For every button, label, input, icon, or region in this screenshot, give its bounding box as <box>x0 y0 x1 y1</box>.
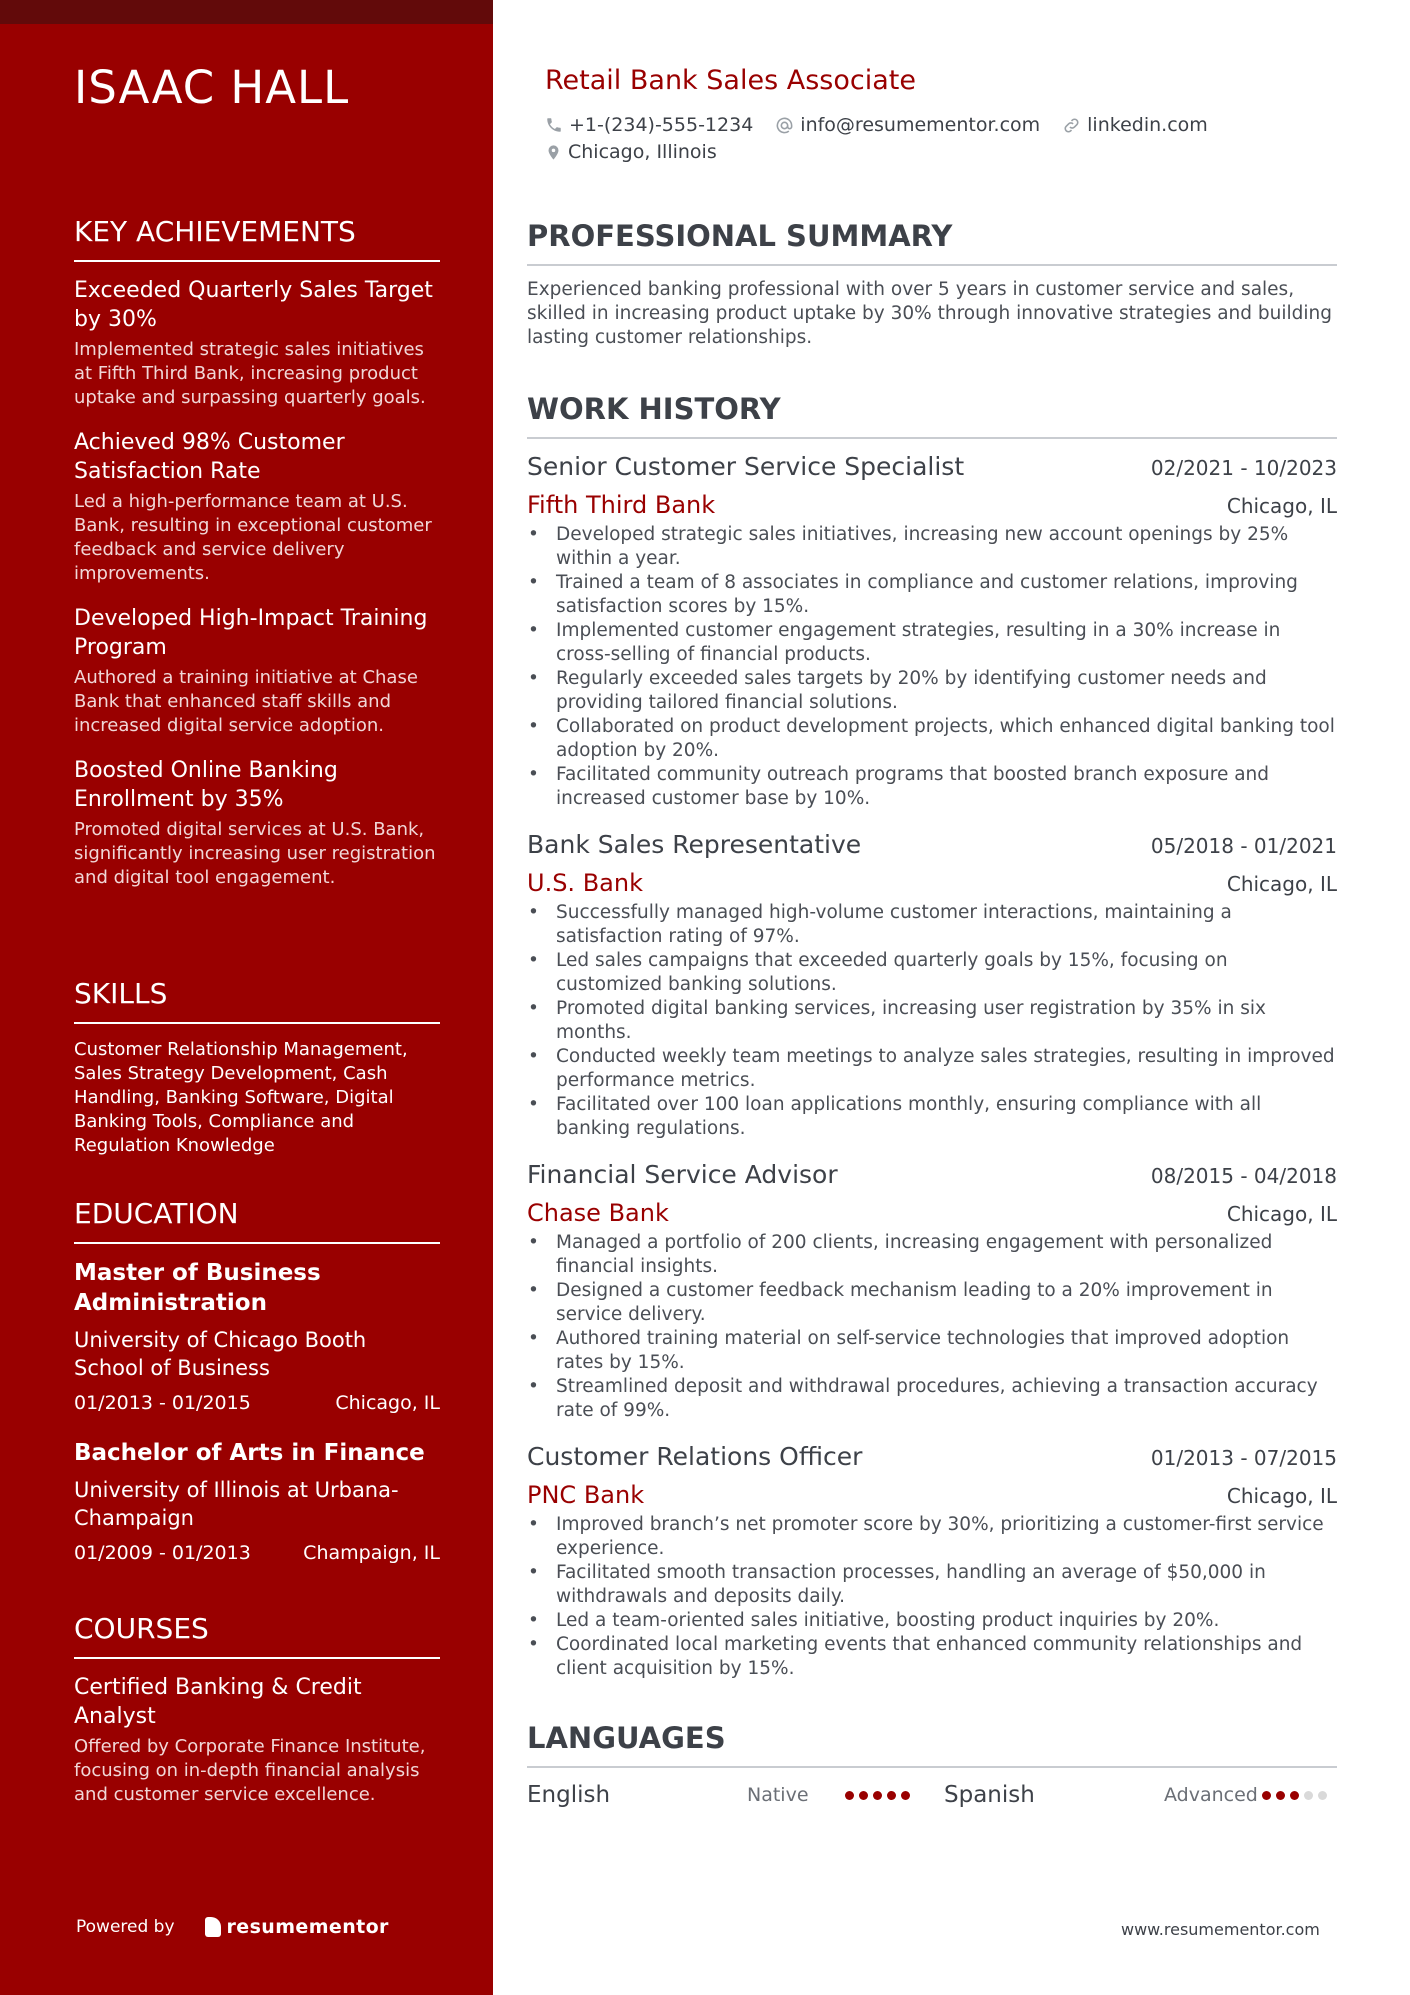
education-section <box>74 1196 440 1588</box>
location-text: Chicago, Illinois <box>568 141 717 163</box>
skills-heading: SKILLS <box>74 976 440 1024</box>
rating-dot-filled <box>1276 1791 1285 1800</box>
work-history-section <box>527 391 1337 1699</box>
job-bullet: • Successfully managed high-volume customer interactions, maintaining a satisfaction rating of 97%. <box>527 901 1337 949</box>
job-dates: 01/2013 - 07/2015 <box>1150 1446 1337 1470</box>
contact-email[interactable] <box>775 112 1040 138</box>
job-company: U.S. Bank <box>527 869 643 897</box>
contact-row <box>545 112 1230 138</box>
job-entry <box>527 1159 1337 1423</box>
job-location: Chicago, IL <box>1226 872 1337 896</box>
job-bullet: • Improved branch’s net promoter score by 30%, prioritizing a customer-first service experience. <box>527 1513 1337 1561</box>
skills-list: Customer Relationship Management, Sales Strategy Development, Cash Handling, Banking Software, Digital Banking Tools, Compliance and Regulation Knowledge <box>74 1039 408 1156</box>
job-title: Customer Relations Officer <box>527 1442 863 1471</box>
skills-section <box>74 976 440 1158</box>
achievement-desc: Led a high-performance team at U.S. Bank, resulting in exceptional customer feedback and service delivery improvements. <box>74 491 432 584</box>
job-title: Bank Sales Representative <box>527 830 862 859</box>
job-bullet: • Authored training material on self-service technologies that improved adoption rates by 15%. <box>527 1327 1337 1375</box>
job-entry <box>527 829 1337 1141</box>
education-degree: Bachelor of Arts in Finance <box>74 1440 425 1466</box>
achievement-title: Achieved 98% Customer Satisfaction Rate <box>74 430 345 484</box>
education-degree: Master of Business Administration <box>74 1260 321 1316</box>
job-bullet: • Trained a team of 8 associates in compliance and customer relations, improving satisfaction scores by 15%. <box>527 571 1337 619</box>
job-bullets <box>527 901 1337 1141</box>
resumementor-logo-icon <box>205 1917 221 1937</box>
course-title: Certified Banking & Credit Analyst <box>74 1675 362 1729</box>
language-rating <box>845 1791 910 1800</box>
job-title: Senior Customer Service Specialist <box>527 452 965 481</box>
rating-dot-filled <box>1290 1791 1299 1800</box>
rating-dot-filled <box>873 1791 882 1800</box>
job-location: Chicago, IL <box>1226 1484 1337 1508</box>
rating-dot-filled <box>845 1791 854 1800</box>
education-heading: EDUCATION <box>74 1196 440 1244</box>
job-location: Chicago, IL <box>1226 1202 1337 1226</box>
contact-linkedin[interactable] <box>1062 112 1208 138</box>
job-bullet: • Facilitated over 100 loan applications monthly, ensuring compliance with all banking regulations. <box>527 1093 1337 1141</box>
contact-location <box>545 139 717 165</box>
languages-section <box>527 1720 1337 1808</box>
education-dates: 01/2013 - 01/2015 <box>74 1392 251 1414</box>
job-bullets <box>527 1513 1337 1681</box>
rating-dot-empty <box>1318 1791 1327 1800</box>
language-level: Advanced <box>1164 1784 1258 1806</box>
linkedin-text: linkedin.com <box>1087 114 1208 136</box>
achievement-title: Boosted Online Banking Enrollment by 35% <box>74 758 338 812</box>
job-bullets <box>527 1231 1337 1423</box>
education-school: University of Chicago Booth School of Business <box>74 1328 367 1380</box>
powered-by-label: Powered by <box>76 1917 175 1937</box>
job-dates: 02/2021 - 10/2023 <box>1150 456 1337 480</box>
phone-text: +1-(234)-555-1234 <box>569 114 754 136</box>
language-name: English <box>527 1782 611 1808</box>
job-bullet: • Led a team-oriented sales initiative, boosting product inquiries by 20%. <box>527 1609 1337 1633</box>
job-bullet: • Led sales campaigns that exceeded quarterly goals by 15%, focusing on customized banking solutions. <box>527 949 1337 997</box>
job-bullets <box>527 523 1337 811</box>
job-entry <box>527 451 1337 811</box>
rating-dot-empty <box>1304 1791 1313 1800</box>
rating-dot-filled <box>859 1791 868 1800</box>
summary-section <box>527 218 1337 350</box>
achievement-item <box>74 276 440 410</box>
candidate-name: ISAAC HALL <box>74 61 350 114</box>
language-item <box>527 1782 910 1808</box>
education-location: Chicago, IL <box>335 1392 440 1414</box>
course-desc: Offered by Corporate Finance Institute, focusing on in-depth financial analysis and customer service excellence. <box>74 1736 426 1805</box>
job-bullet: • Streamlined deposit and withdrawal procedures, achieving a transaction accuracy rate of 99%. <box>527 1375 1337 1423</box>
powered-by-brand: resumementor <box>226 1916 389 1938</box>
job-bullet: • Managed a portfolio of 200 clients, increasing engagement with personalized financial insights. <box>527 1231 1337 1279</box>
job-bullet: • Regularly exceeded sales targets by 20% by identifying customer needs and providing tailored financial solutions. <box>527 667 1337 715</box>
job-entry <box>527 1441 1337 1681</box>
job-bullet: • Coordinated local marketing events that enhanced community relationships and client acquisition by 15%. <box>527 1633 1337 1681</box>
achievement-title: Developed High-Impact Training Program <box>74 606 428 660</box>
language-rating <box>1262 1791 1327 1800</box>
courses-section <box>74 1611 440 1825</box>
sidebar <box>0 0 493 1995</box>
achievement-desc: Promoted digital services at U.S. Bank, significantly increasing user registration and digital tool engagement. <box>74 819 436 888</box>
achievement-item <box>74 604 440 738</box>
rating-dot-filled <box>1262 1791 1271 1800</box>
summary-heading: PROFESSIONAL SUMMARY <box>527 218 1337 266</box>
job-bullet: • Developed strategic sales initiatives, increasing new account openings by 25% within a year. <box>527 523 1337 571</box>
phone-icon <box>545 116 563 134</box>
achievements-section <box>74 214 440 908</box>
job-bullet: • Conducted weekly team meetings to analyze sales strategies, resulting in improved performance metrics. <box>527 1045 1337 1093</box>
job-bullet: • Collaborated on product development projects, which enhanced digital banking tool adoption by 20%. <box>527 715 1337 763</box>
link-icon <box>1062 116 1081 135</box>
job-company: Fifth Third Bank <box>527 491 716 519</box>
summary-text: Experienced banking professional with over 5 years in customer service and sales, skilled in increasing product uptake by 30% through innovative strategies and building lasting customer relationships. <box>527 279 1332 348</box>
rating-dot-filled <box>901 1791 910 1800</box>
job-title: Financial Service Advisor <box>527 1160 838 1189</box>
job-company: Chase Bank <box>527 1199 669 1227</box>
rating-dot-filled <box>887 1791 896 1800</box>
job-bullet: • Promoted digital banking services, increasing user registration by 35% in six months. <box>527 997 1337 1045</box>
job-bullet: • Facilitated community outreach programs that boosted branch exposure and increased customer base by 10%. <box>527 763 1337 811</box>
location-pin-icon <box>545 143 562 162</box>
job-dates: 08/2015 - 04/2018 <box>1150 1164 1337 1188</box>
job-target-title: Retail Bank Sales Associate <box>545 65 916 96</box>
at-icon <box>775 116 794 135</box>
education-dates: 01/2009 - 01/2013 <box>74 1542 251 1564</box>
language-name: Spanish <box>944 1782 1035 1808</box>
achievement-title: Exceeded Quarterly Sales Target by 30% <box>74 278 433 332</box>
achievement-desc: Implemented strategic sales initiatives at Fifth Third Bank, increasing product uptake and surpassing quarterly goals. <box>74 339 426 408</box>
achievement-item <box>74 756 440 890</box>
work-history-heading: WORK HISTORY <box>527 391 1337 439</box>
contact-phone[interactable] <box>545 112 753 138</box>
job-company: PNC Bank <box>527 1481 645 1509</box>
job-dates: 05/2018 - 01/2021 <box>1150 834 1337 858</box>
achievement-desc: Authored a training initiative at Chase Bank that enhanced staff skills and increased digital service adoption. <box>74 667 418 736</box>
education-location: Champaign, IL <box>303 1542 440 1564</box>
education-item <box>74 1258 440 1416</box>
language-item <box>944 1782 1327 1808</box>
sidebar-top-bar <box>0 0 493 24</box>
education-school: University of Illinois at Urbana-Champaign <box>74 1478 399 1530</box>
powered-by[interactable] <box>76 1916 389 1938</box>
course-item <box>74 1673 440 1807</box>
education-item <box>74 1438 440 1566</box>
achievements-heading: KEY ACHIEVEMENTS <box>74 214 440 262</box>
job-bullet: • Implemented customer engagement strategies, resulting in a 30% increase in cross-selling of financial products. <box>527 619 1337 667</box>
job-bullet: • Designed a customer feedback mechanism leading to a 20% improvement in service delivery. <box>527 1279 1337 1327</box>
language-level: Native <box>747 1784 809 1806</box>
contact-row-2 <box>545 139 739 165</box>
job-location: Chicago, IL <box>1226 494 1337 518</box>
email-text: info@resumementor.com <box>800 114 1041 136</box>
languages-heading: LANGUAGES <box>527 1720 1337 1768</box>
footer-url[interactable]: www.resumementor.com <box>1121 1920 1320 1939</box>
job-bullet: • Facilitated smooth transaction processes, handling an average of $50,000 in withdrawals and deposits daily. <box>527 1561 1337 1609</box>
achievement-item <box>74 428 440 586</box>
courses-heading: COURSES <box>74 1611 440 1659</box>
